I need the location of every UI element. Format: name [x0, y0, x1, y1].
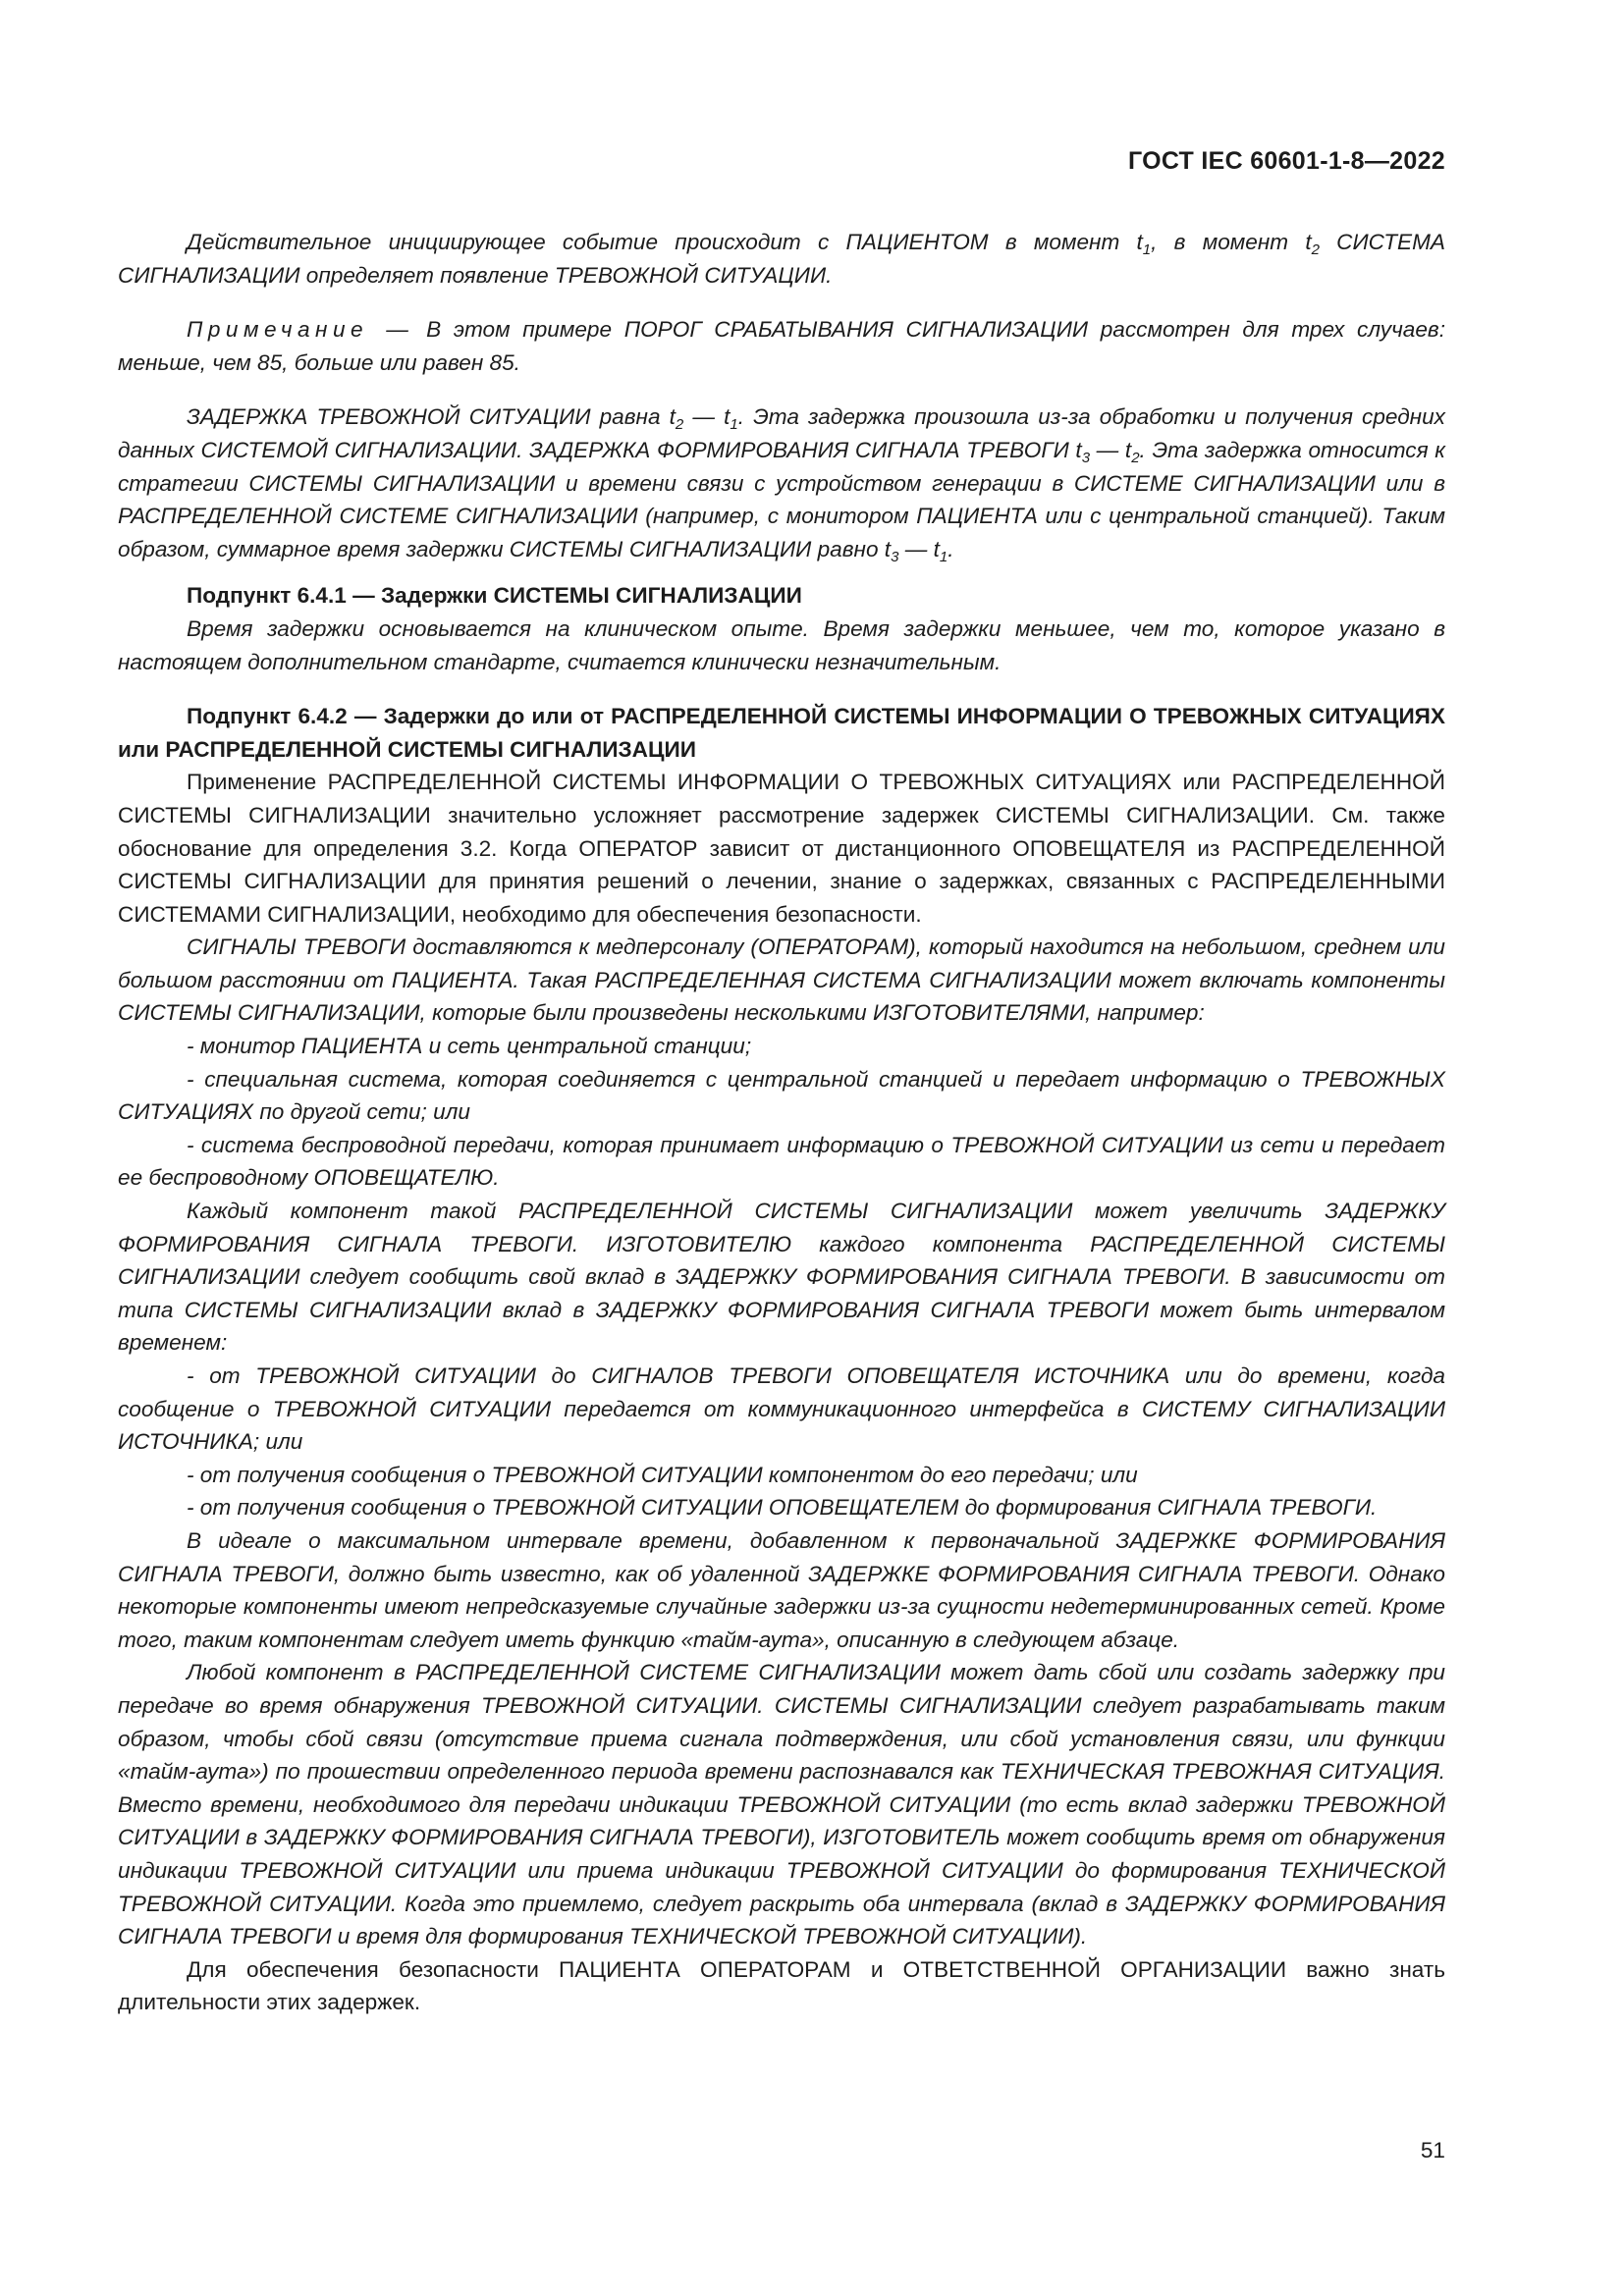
paragraph-ideal-interval: В идеале о максимальном интервале времени, добавленном к первоначальной ЗАДЕРЖКЕ ФОРМИРОВАНИЯ СИГНАЛА ТРЕВОГИ, должно быть известно, как об удаленной ЗАДЕРЖКЕ ФОРМИРОВАНИЯ СИГНАЛА ТРЕВОГИ. Однако некоторые компоненты имеют непредсказуемые случайные задержки из-за сущности недетерминированных сетей. Кроме того, таким компонентам следует иметь функцию «тайм-аута», описанную в следующем абзаце. — [118, 1527, 1445, 1652]
heading-subclause-6-4-2: Подпункт 6.4.2 — Задержки до или от РАСПРЕДЕЛЕННОЙ СИСТЕМЫ ИНФОРМАЦИИ О ТРЕВОЖНЫХ СИТУАЦИЯХ или РАСПРЕДЕЛЕННОЙ СИСТЕМЫ СИГНАЛИЗАЦИИ — [118, 704, 1445, 762]
list-item-interval-3: - от получения сообщения о ТРЕВОЖНОЙ СИТУАЦИИ ОПОВЕЩАТЕЛЕМ до формирования СИГНАЛА ТРЕВОГИ. — [187, 1495, 1378, 1521]
document-page — [118, 0, 1445, 2296]
list-item-example-2: - специальная система, которая соединяется с центральной станцией и передает информацию о ТРЕВОЖНЫХ СИТУАЦИЯХ по другой сети; или — [118, 1066, 1445, 1125]
note-label: Примечание — — [187, 317, 414, 343]
list-item-interval-1: - от ТРЕВОЖНОЙ СИТУАЦИИ до СИГНАЛОВ ТРЕВОГИ ОПОВЕЩАТЕЛЯ ИСТОЧНИКА или до времени, когда сообщение о ТРЕВОЖНОЙ СИТУАЦИИ передается от коммуникационного интерфейса в СИСТЕМУ СИГНАЛИЗАЦИИ ИСТОЧНИКА; или — [118, 1363, 1445, 1455]
paragraph-initiating-event: Действительное инициирующее событие происходит с ПАЦИЕНТОМ в момент $t_1$, в момент $t_2$ СИСТЕМА СИГНАЛИЗАЦИИ определяет появление ТРЕВОЖНОЙ СИТУАЦИИ. — [118, 230, 1445, 288]
list-item-example-3: - система беспроводной передачи, которая принимает информацию о ТРЕВОЖНОЙ СИТУАЦИИ из сети и передает ее беспроводному ОПОВЕЩАТЕЛЮ. — [118, 1132, 1445, 1191]
list-item-example-1: - монитор ПАЦИЕНТА и сеть центральной станции; — [187, 1034, 752, 1059]
paragraph-alarm-signals: СИГНАЛЫ ТРЕВОГИ доставляются к медперсоналу (ОПЕРАТОРАМ), который находится на небольшом, среднем или большом расстоянии от ПАЦИЕНТА. Такая РАСПРЕДЕЛЕННАЯ СИСТЕМА СИГНАЛИЗАЦИИ может включать компоненты СИСТЕМЫ СИГНАЛИЗАЦИИ, которые были произведены несколькими ИЗГОТОВИТЕЛЯМИ, например: — [118, 934, 1445, 1026]
standard-designation: ГОСТ IEC 60601-1-8—2022 — [1127, 147, 1445, 175]
paragraph-component-failure: Любой компонент в РАСПРЕДЕЛЕННОЙ СИСТЕМЕ СИГНАЛИЗАЦИИ может дать сбой или создать задержку при передаче во время обнаружения ТРЕВОЖНОЙ СИТУАЦИИ. СИСТЕМЫ СИГНАЛИЗАЦИИ следует разрабатывать таким образом, чтобы сбой связи (отсутствие приема сигнала подтверждения, или сбой установления связи, или функции «тайм-аута») по прошествии определенного периода времени распознавался как ТЕХНИЧЕСКАЯ ТРЕВОЖНАЯ СИТУАЦИЯ. Вместо времени, необходимого для передачи индикации ТРЕВОЖНОЙ СИТУАЦИИ (то есть вклад задержки ТРЕВОЖНОЙ СИТУАЦИИ в ЗАДЕРЖКУ ФОРМИРОВАНИЯ СИГНАЛА ТРЕВОГИ), ИЗГОТОВИТЕЛЬ может сообщить время от обнаружения индикации ТРЕВОЖНОЙ СИТУАЦИИ или приема индикации ТРЕВОЖНОЙ СИТУАЦИИ до формирования ТЕХНИЧЕСКОЙ ТРЕВОЖНОЙ СИТУАЦИИ. Когда это приемлемо, следует раскрыть оба интервала (вклад в ЗАДЕРЖКУ ФОРМИРОВАНИЯ СИГНАЛА ТРЕВОГИ и время для формирования ТЕХНИЧЕСКОЙ ТРЕВОЖНОЙ СИТУАЦИИ). — [118, 1660, 1445, 1949]
paragraph-safety: Для обеспечения безопасности ПАЦИЕНТА ОПЕРАТОРАМ и ОТВЕТСТВЕННОЙ ОРГАНИЗАЦИИ важно знать длительности этих задержек. — [118, 1956, 1445, 2015]
list-item-interval-2: - от получения сообщения о ТРЕВОЖНОЙ СИТУАЦИИ компонентом до его передачи; или — [187, 1462, 1138, 1487]
paragraph-6-4-1-body: Время задержки основывается на клиническом опыте. Время задержки меньшее, чем то, которое указано в настоящем дополнительном стандарте, считается клинически незначительным. — [118, 615, 1445, 674]
paragraph-alarm-delay: ЗАДЕРЖКА ТРЕВОЖНОЙ СИТУАЦИИ равна $t_2$ — $t_1$. Эта задержка произошла из-за обработки и получения средних данных СИСТЕМОЙ СИГНАЛИЗАЦИИ. ЗАДЕРЖКА ФОРМИРОВАНИЯ СИГНАЛА ТРЕВОГИ $t_3$ — $t_2$. Эта задержка относится к стратегии СИСТЕМЫ СИГНАЛИЗАЦИИ и времени связи с устройством генерации в СИСТЕМЕ СИГНАЛИЗАЦИИ или в РАСПРЕДЕЛЕННОЙ СИСТЕМЕ СИГНАЛИЗАЦИИ (например, с монитором ПАЦИЕНТА или с центральной станцией). Таким образом, суммарное время задержки СИСТЕМЫ СИГНАЛИЗАЦИИ равно $t_3$ — $t_1$. — [118, 404, 1445, 565]
note-alarm-limit: Примечание — В этом примере ПОРОГ СРАБАТЫВАНИЯ СИГНАЛИЗАЦИИ рассмотрен для трех случаев: меньше, чем 85, больше или равен 85. — [118, 317, 1446, 375]
page-number: 51 — [1420, 2138, 1445, 2163]
paragraph-6-4-2-intro: Применение РАСПРЕДЕЛЕННОЙ СИСТЕМЫ ИНФОРМАЦИИ О ТРЕВОЖНЫХ СИТУАЦИЯХ или РАСПРЕДЕЛЕННОЙ СИСТЕМЫ СИГНАЛИЗАЦИИ значительно усложняет рассмотрение задержек СИСТЕМЫ СИГНАЛИЗАЦИИ. См. также обоснование для определения 3.2. Когда ОПЕРАТОР зависит от дистанционного ОПОВЕЩАТЕЛЯ из РАСПРЕДЕЛЕННОЙ СИСТЕМЫ СИГНАЛИЗАЦИИ для принятия решений о лечении, знание о задержках, связанных с РАСПРЕДЕЛЕННЫМИ СИСТЕМАМИ СИГНАЛИЗАЦИИ, необходимо для обеспечения безопасности. — [118, 770, 1445, 927]
paragraph-components: Каждый компонент такой РАСПРЕДЕЛЕННОЙ СИСТЕМЫ СИГНАЛИЗАЦИИ может увеличить ЗАДЕРЖКУ ФОРМИРОВАНИЯ СИГНАЛА ТРЕВОГИ. ИЗГОТОВИТЕЛЮ каждого компонента РАСПРЕДЕЛЕННОЙ СИСТЕМЫ СИГНАЛИЗАЦИИ следует сообщить свой вклад в ЗАДЕРЖКУ ФОРМИРОВАНИЯ СИГНАЛА ТРЕВОГИ. В зависимости от типа СИСТЕМЫ СИГНАЛИЗАЦИИ вклад в ЗАДЕРЖКУ ФОРМИРОВАНИЯ СИГНАЛА ТРЕВОГИ может быть интервалом временем: — [118, 1199, 1445, 1356]
heading-subclause-6-4-1: Подпункт 6.4.1 — Задержки СИСТЕМЫ СИГНАЛИЗАЦИИ — [187, 583, 802, 609]
page-content — [118, 226, 1445, 2019]
